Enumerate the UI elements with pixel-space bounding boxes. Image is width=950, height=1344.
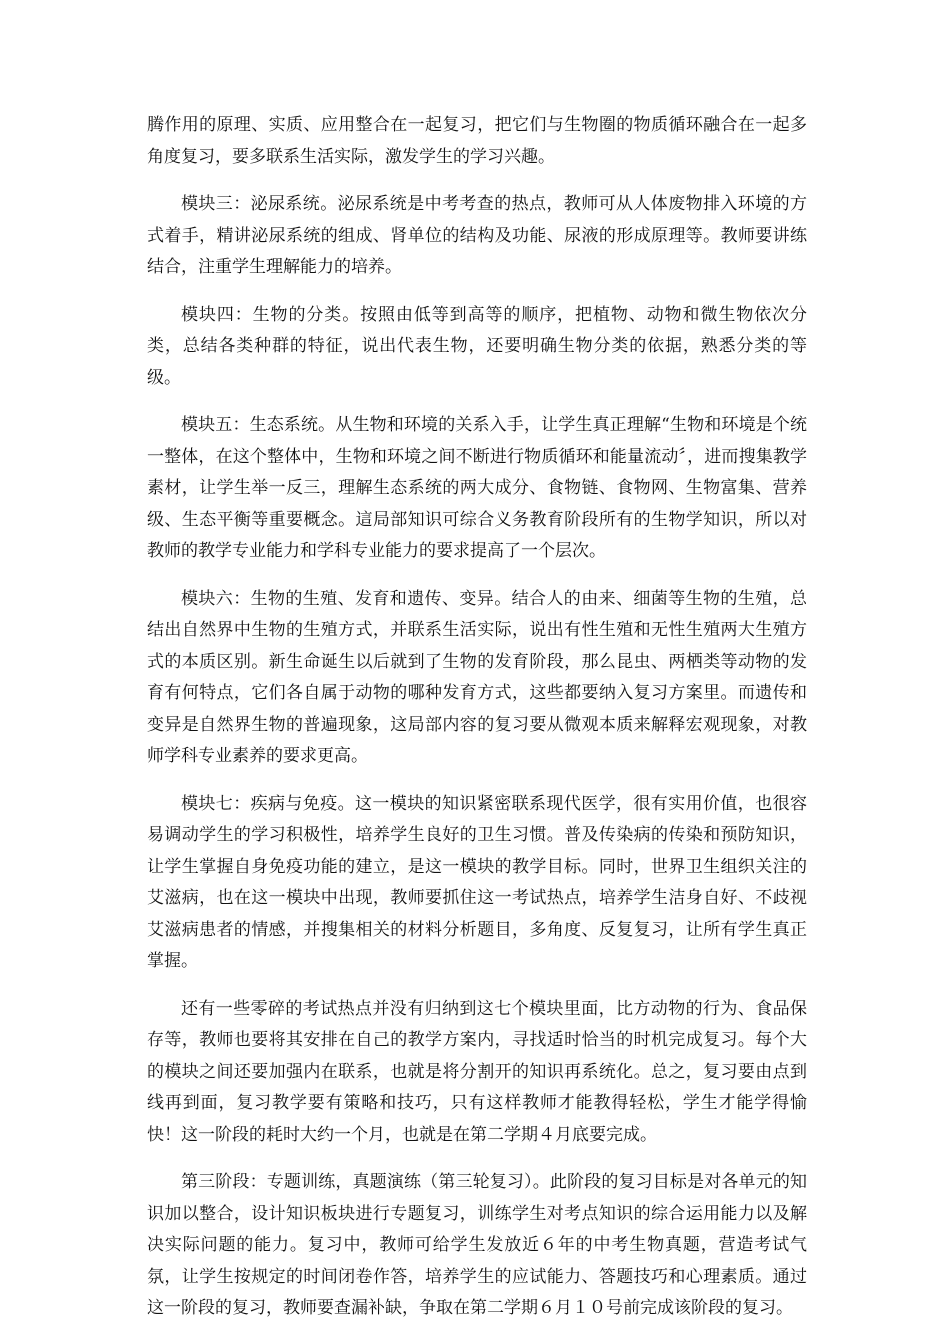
paragraph-continuation: 腾作用的原理、实质、应用整合在一起复习，把它们与生物圈的物质循环融合在一起多角度复习，要多联系生活实际，激发学生的学习兴趣。 bbox=[147, 115, 807, 167]
paragraph-other-topics: 还有一些零碎的考试热点并没有归纳到这七个模块里面，比方动物的行为、食品保存等，教师也要将其安排在自己的教学方案内，寻找适时恰当的时机完成复习。每个大的模块之间还要加强内在联系，也就是将分割开的知识再系统化。总之，复习要由点到线再到面，复习教学要有策略和技巧，只有这样教师才能教得轻松，学生才能学得愉快！这一阶段的耗时大约一个月，也就是在第二学期４月底要完成。 bbox=[147, 998, 807, 1145]
paragraph-module-4: 模块四：生物的分类。按照由低等到高等的顺序，把植物、动物和微生物依次分类，总结各类种群的特征，说出代表生物，还要明确生物分类的依据，熟悉分类的等级。 bbox=[147, 304, 807, 388]
paragraph-module-3: 模块三：泌尿系统。泌尿系统是中考考查的热点，教师可从人体废物排入环境的方式着手，精讲泌尿系统的组成、肾单位的结构及功能、尿液的形成原理等。教师要讲练结合，注重学生理解能力的培养。 bbox=[147, 194, 807, 277]
document-body bbox=[147, 110, 807, 1341]
paragraph-stage-3: 第三阶段：专题训练，真题演练（第三轮复习）。此阶段的复习目标是对各单元的知识加以整合，设计知识板块进行专题复习，训练学生对考点知识的综合运用能力以及解决实际问题的能力。复习中，教师可给学生发放近６年的中考生物真题，营造考试气氛，让学生按规定的时间闭卷作答，培养学生的应试能力、答题技巧和心理素质。通过这一阶段的复习，教师要查漏补缺，争取在第二学期６月１０号前完成该阶段的复习。 bbox=[147, 1172, 807, 1318]
paragraph-module-5: 模块五：生态系统。从生物和环境的关系入手，让学生真正理解“生物和环境是个统一整体，在这个整体中，生物和环境之间不断进行物质循环和能量流动〞，进而搜集教学素材，让学生举一反三，理解生态系统的两大成分、食物链、食物网、生物富集、营养级、生态平衡等重要概念。這局部知识可综合义务教育阶段所有的生物学知识，所以对教师的教学专业能力和学科专业能力的要求提高了一个层次。 bbox=[147, 415, 807, 561]
paragraph-module-6: 模块六：生物的生殖、发育和遗传、变异。结合人的由来、细菌等生物的生殖，总结出自然界中生物的生殖方式，并联系生活实际，说出有性生殖和无性生殖两大生殖方式的本质区别。新生命诞生以后就到了生物的发育阶段，那么昆虫、两栖类等动物的发育有何特点，它们各自属于动物的哪种发育方式，这些都要纳入复习方案里。而遗传和变异是自然界生物的普遍现象，这局部内容的复习要从微观本质来解释宏观现象，对教师学科专业素养的要求更高。 bbox=[147, 588, 807, 766]
paragraph-module-7: 模块七：疾病与免疫。这一模块的知识紧密联系现代医学，很有实用价值，也很容易调动学生的学习积极性，培养学生良好的卫生习惯。普及传染病的传染和预防知识，让学生掌握自身免疫功能的建立，是这一模块的教学目标。同时，世界卫生组织关注的艾滋病，也在这一模块中出现，教师要抓住这一考试热点，培养学生洁身自好、不歧视艾滋病患者的情感，并搜集相关的材料分析题目，多角度、反复复习，让所有学生真正掌握。 bbox=[147, 793, 807, 971]
